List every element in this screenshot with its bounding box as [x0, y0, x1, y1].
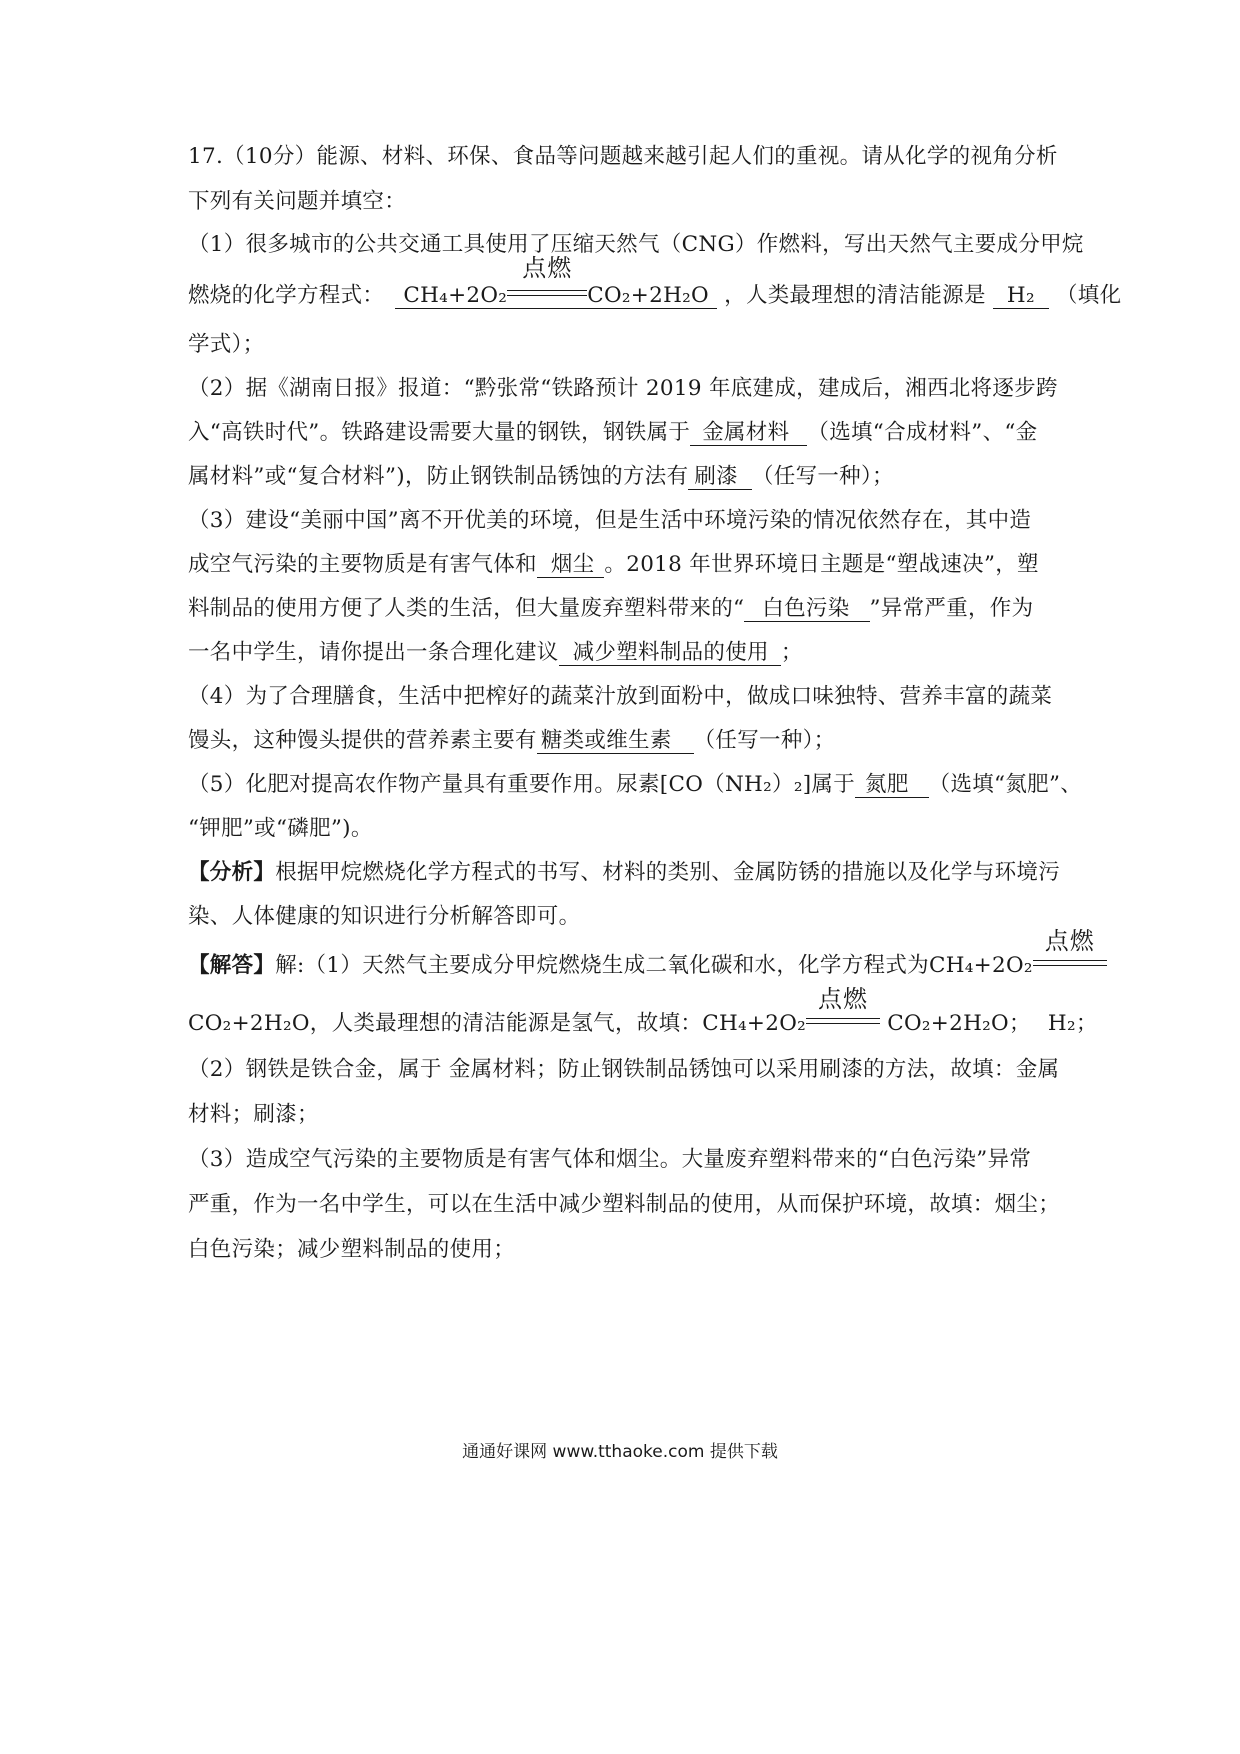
part-text: ，人类最理想的清洁能源是: [724, 283, 986, 308]
solution-line7: [188, 1235, 1060, 1265]
part-text: ；: [780, 640, 803, 665]
equation-products: CO₂+2H₂O: [587, 283, 709, 308]
analysis-label: 【分析】: [188, 860, 276, 885]
solution-line2: [188, 985, 1098, 1039]
analysis-text: 根据甲烷燃烧化学方程式的书写、材料的类别、金属防锈的措施以及化学与环境污: [275, 860, 1061, 885]
answer-blank: 糖类或维生素: [537, 729, 694, 754]
solution-text: 解:（1）天然气主要成分甲烷燃烧生成二氧化碳和水，化学方程式为: [275, 953, 929, 978]
reaction-condition: 点燃: [1044, 927, 1095, 955]
question-text: 下列有关问题并填空：: [188, 189, 407, 214]
solution-line5: [188, 1145, 1060, 1175]
part-text: （2）据《湖南日报》报道：“黔张常“铁路预计 2019 年底建成，建成后，湘西北将逐步跨: [188, 376, 1058, 401]
reaction-arrow: [1033, 927, 1107, 976]
part5-line1: [188, 770, 1083, 800]
solution-label: 【解答】: [188, 953, 276, 978]
part-text: 馒头，这种馒头提供的营养素主要有: [188, 728, 537, 753]
solution-line4: [188, 1100, 1060, 1130]
part1-line2: [188, 254, 1122, 311]
part3-line2: [188, 550, 1060, 580]
answer-blank: 刷漆: [688, 465, 752, 490]
answer-blank: H₂: [993, 284, 1049, 309]
analysis-line1: [188, 858, 1060, 888]
reaction-condition: 点燃: [522, 254, 573, 282]
part1-line1: [188, 230, 1084, 260]
solution-line6: [188, 1190, 1060, 1220]
analysis-line2: [188, 902, 1060, 932]
reaction-arrow: [507, 254, 587, 306]
equation-answer-blank: [395, 254, 717, 309]
part-text: 一名中学生，请你提出一条合理化建议: [188, 640, 559, 665]
part3-line3: [188, 594, 1060, 624]
question-intro-cont: [188, 187, 1060, 217]
part-text: 学式）；: [188, 332, 265, 357]
part-text: 入“高铁时代”。铁路建设需要大量的钢铁，钢铁属于: [188, 420, 691, 445]
equation-reactants: CH₄+2O₂: [702, 1011, 807, 1036]
analysis-text: 染、人体健康的知识进行分析解答即可。: [188, 904, 581, 929]
answer-blank: 金属材料: [690, 421, 807, 446]
answer-blank: 烟尘: [537, 553, 605, 578]
part4-line2: [188, 726, 1060, 756]
equation-products: CO₂+2H₂O；: [887, 1011, 1031, 1036]
part2-line3: [188, 462, 1060, 492]
question-text: 17.（10分）能源、材料、环保、食品等问题越来越引起人们的重视。请从化学的视角分析: [188, 144, 1058, 169]
solution-text: （2）钢铁是铁合金，属于 金属材料；防止钢铁制品锈蚀可以采用刷漆的方法，故填：金属: [188, 1057, 1060, 1082]
part-text: （选填“合成材料”、“金: [807, 420, 1038, 445]
equation-reactants: CH₄+2O₂: [403, 283, 508, 308]
answer-blank: 白色污染: [744, 597, 869, 622]
part-text: （任写一种）；: [693, 728, 836, 753]
part4-line1: [188, 682, 1060, 712]
part-text: 。2018 年世界环境日主题是“塑战速决”，塑: [604, 552, 1039, 577]
part2-line2: [188, 418, 1060, 448]
part1-line3: [188, 330, 1060, 360]
answer-blank: 氮肥: [855, 773, 929, 798]
solution-line3: [188, 1055, 1060, 1085]
reaction-condition: 点燃: [818, 985, 869, 1013]
part2-line1: [188, 374, 1060, 404]
part-text: （选填“氮肥”、: [928, 772, 1083, 797]
solution-text: 严重，作为一名中学生，可以在生活中减少塑料制品的使用，从而保护环境，故填：烟尘；: [188, 1192, 1061, 1217]
part-text: （填化: [1056, 283, 1122, 308]
answer-blank: 减少塑料制品的使用: [559, 641, 781, 666]
page-footer: 通通好课网 www.tthaoke.com 提供下载: [462, 1442, 778, 1462]
reaction-arrow: [806, 985, 880, 1034]
part-text: （任写一种）；: [751, 464, 894, 489]
solution-line1: [188, 927, 1095, 981]
solution-answer: H₂；: [1047, 1011, 1098, 1036]
part-text: 成空气污染的主要物质是有害气体和: [188, 552, 537, 577]
part-text: （3）建设“美丽中国”离不开优美的环境，但是生活中环境污染的情况依然存在，其中造: [188, 508, 1032, 533]
part-text: （1）很多城市的公共交通工具使用了压缩天然气（CNG）作燃料，写出天然气主要成分甲烷: [188, 232, 1084, 257]
part-text: 料制品的使用方便了人类的生活，但大量废弃塑料带来的“: [188, 596, 745, 621]
part-text: （4）为了合理膳食，生活中把榨好的蔬菜汁放到面粉中，做成口味独特、营养丰富的蔬菜: [188, 684, 1053, 709]
part-text: “钾肥”或“磷肥”)。: [188, 816, 373, 841]
solution-text: 白色污染；减少塑料制品的使用；: [188, 1237, 516, 1262]
question-intro: [188, 142, 1060, 172]
part5-line2: [188, 814, 1060, 844]
part-text: ”异常严重，作为: [869, 596, 1034, 621]
part3-line4: [188, 638, 1060, 668]
part3-line1: [188, 506, 1060, 536]
solution-text: CO₂+2H₂O，人类最理想的清洁能源是氢气，故填：: [188, 1011, 703, 1036]
equation-reactants: CH₄+2O₂: [928, 953, 1033, 978]
solution-text: 材料；刷漆；: [188, 1102, 319, 1127]
solution-text: （3）造成空气污染的主要物质是有害气体和烟尘。大量废弃塑料带来的“白色污染”异常: [188, 1147, 1032, 1172]
part-text: 燃烧的化学方程式：: [188, 283, 385, 308]
part-text: 属材料”或“复合材料”)，防止钢铁制品锈蚀的方法有: [188, 464, 689, 489]
part-text: （5）化肥对提高农作物产量具有重要作用。尿素[CO（NH₂）₂]属于: [188, 772, 856, 797]
